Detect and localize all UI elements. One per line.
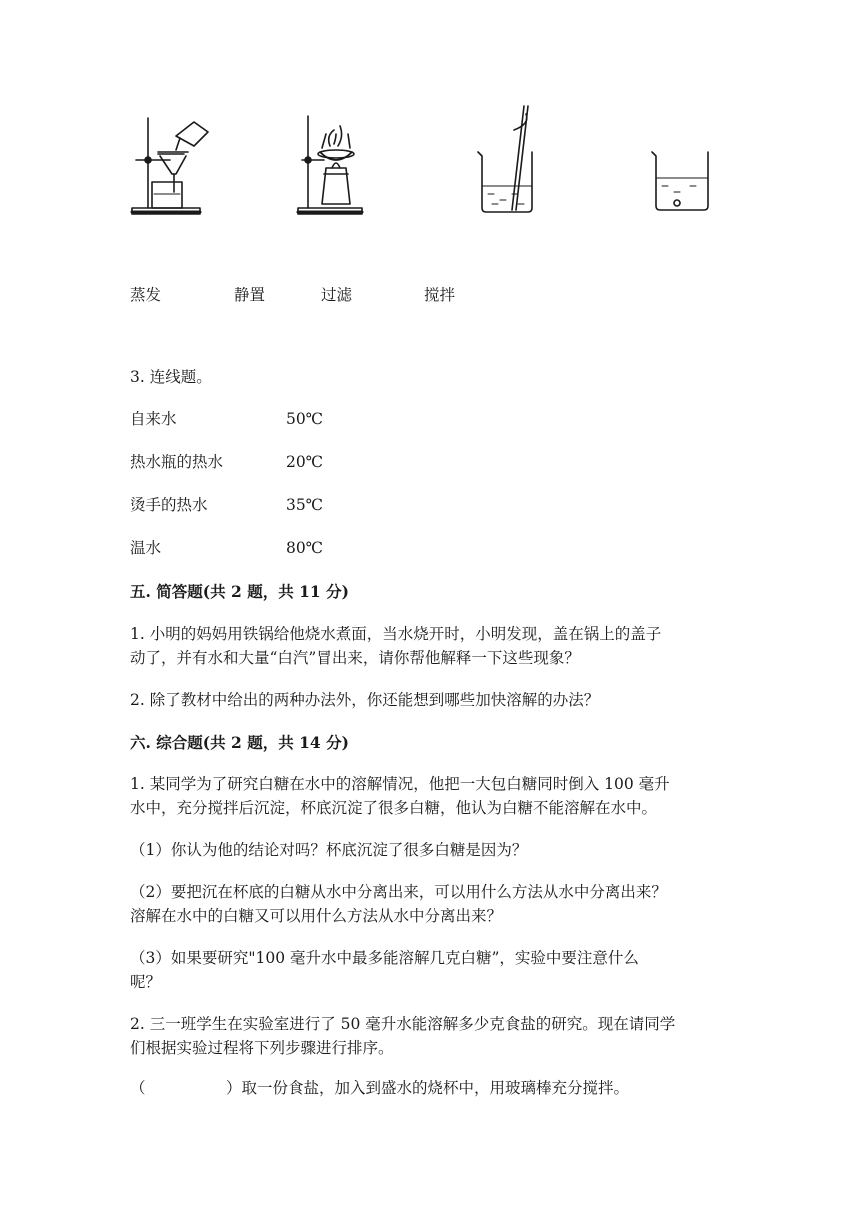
section6-sub2-line2: 溶解在水中的白糖又可以用什么方法从水中分离出来？ [130, 907, 503, 925]
beaker-settling-icon [650, 148, 714, 216]
label-settling: 静置 [234, 286, 266, 304]
label-stirring: 搅拌 [424, 286, 456, 304]
section6-sub3-line2: 呢？ [130, 973, 162, 991]
step1-text: ）取一份食盐，加入到盛水的烧杯中，用玻璃棒充分搅拌。 [226, 1079, 630, 1097]
step1-open-paren: （ [130, 1079, 146, 1097]
section6-heading: 六. 综合题(共 2 题，共 14 分) [130, 733, 349, 752]
q3-left-item: 温水 [130, 539, 162, 557]
label-filtering: 过滤 [321, 286, 353, 304]
section6-q1-line1: 1. 某同学为了研究白糖在水中的溶解情况，他把一大包白糖同时倒入 100 毫升 [130, 775, 670, 793]
section6-q2-line2: 们根据实验过程将下列步骤进行排序。 [130, 1039, 394, 1057]
q3-title: 3. 连线题。 [130, 368, 212, 386]
evaporation-apparatus-icon [296, 112, 368, 220]
section5-heading: 五. 简答题(共 2 题，共 11 分) [130, 582, 349, 601]
label-evaporation: 蒸发 [130, 286, 162, 304]
q3-right-item: 35℃ [286, 496, 324, 514]
q3-right-item: 20℃ [286, 453, 324, 471]
q3-left-item: 烫手的热水 [130, 496, 208, 514]
section6-q2-line1: 2. 三一班学生在实验室进行了 50 毫升水能溶解多少克食盐的研究。现在请同学 [130, 1015, 676, 1033]
section6-sub3-line1: （3）如果要研究"100 毫升水中最多能溶解几克白糖”，实验中要注意什么 [130, 949, 639, 967]
q3-left-item: 热水瓶的热水 [130, 453, 224, 471]
beaker-with-glass-rod-icon [474, 100, 540, 216]
section5-q2: 2. 除了教材中给出的两种办法外，你还能想到哪些加快溶解的办法？ [130, 691, 600, 709]
section6-q1-line2: 水中，充分搅拌后沉淀，杯底沉淀了很多白糖，他认为白糖不能溶解在水中。 [130, 799, 658, 817]
section5-q1-line2: 动了，并有水和大量“白汽”冒出来，请你帮他解释一下这些现象？ [130, 649, 580, 667]
q3-right-item: 50℃ [286, 410, 324, 428]
q3-left-item: 自来水 [130, 410, 177, 428]
section5-q1-line1: 1. 小明的妈妈用铁锅给他烧水煮面，当水烧开时，小明发现，盖在锅上的盖子 [130, 625, 662, 643]
q3-right-item: 80℃ [286, 539, 324, 557]
section6-sub1: （1）你认为他的结论对吗？杯底沉淀了很多白糖是因为？ [130, 841, 528, 859]
section6-sub2-line1: （2）要把沉在杯底的白糖从水中分离出来，可以用什么方法从水中分离出来？ [130, 883, 667, 901]
filtration-apparatus-icon [128, 112, 218, 220]
